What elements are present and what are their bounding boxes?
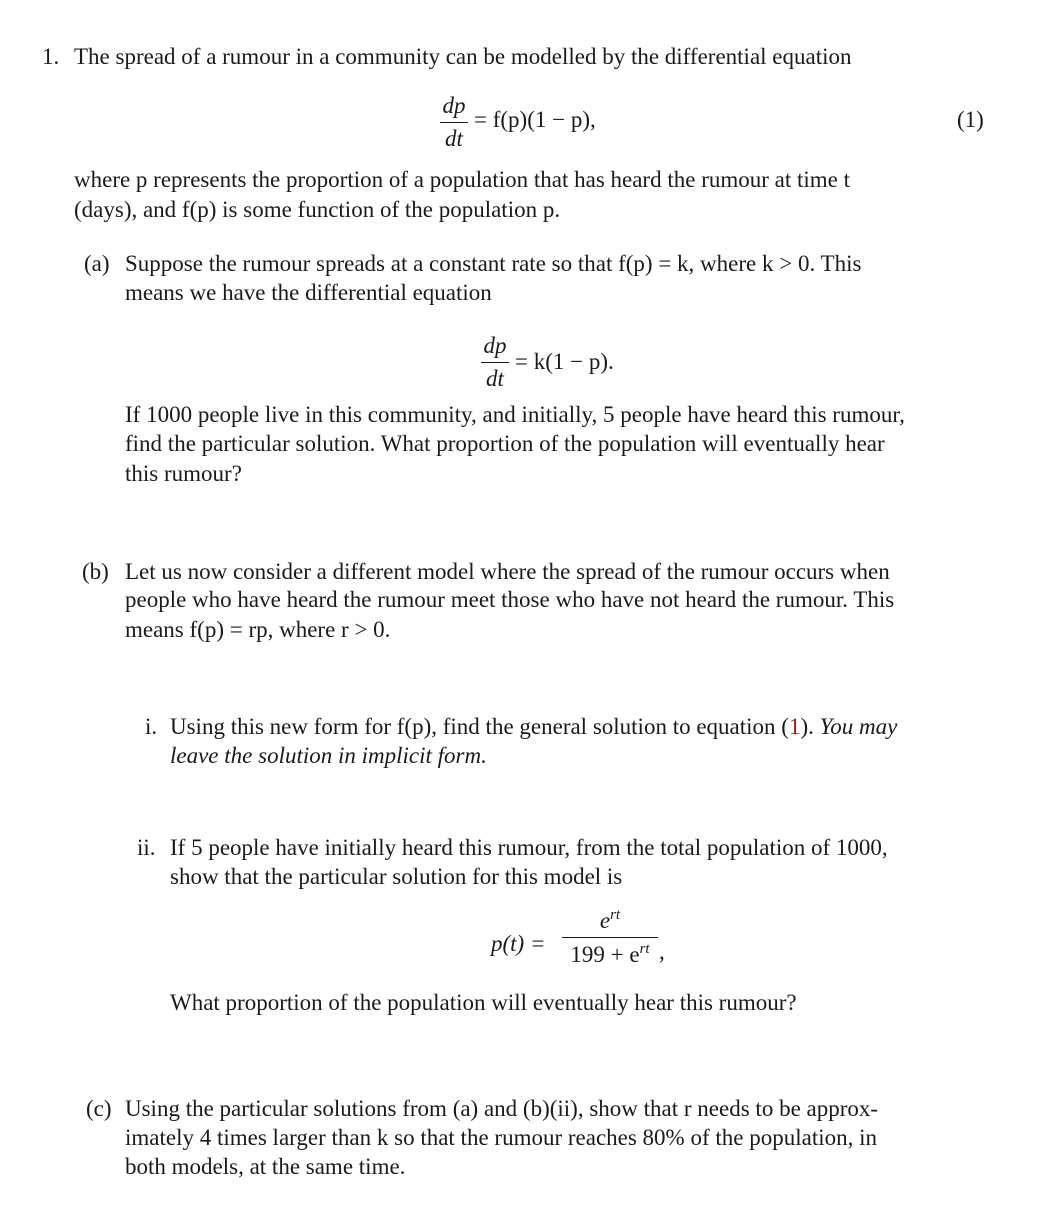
part-b-i-line-2: leave the solution in implicit form. — [170, 743, 487, 768]
part-b-i-label: i. — [145, 714, 158, 739]
part-c-line-1: Using the particular solutions from (a) and (b)(ii), show that r needs to be approx- — [125, 1096, 879, 1121]
equation-1-tag: (1) — [957, 107, 984, 132]
part-a-line-3: If 1000 people live in this community, and initially, 5 people have heard this rumour, — [125, 402, 905, 427]
part-b-ii-line-2: show that the particular solution for this model is — [170, 864, 623, 889]
part-b-line-3: means f(p) = rp, where r > 0. — [125, 617, 391, 642]
part-b-ii-equation-trail: , — [659, 939, 665, 964]
part-b-ii-label: ii. — [137, 835, 156, 860]
part-b-ii-equation-fraction — [562, 908, 658, 966]
equation-1-denominator: dt — [445, 126, 463, 152]
part-b-ii-numerator: $e^{rt}$ — [599, 907, 621, 933]
part-c-line-3: both models, at the same time. — [125, 1154, 406, 1179]
part-a-line-1: Suppose the rumour spreads at a constant rate so that f(p) = k, where k > 0. This — [125, 251, 862, 276]
part-a-label: (a) — [84, 251, 110, 276]
part-b-ii-denominator: $199 + e^{rt}$ — [570, 941, 650, 968]
p-of-t: p(t) = — [491, 931, 546, 956]
part-b-i-hint: You may — [819, 714, 898, 739]
part-b-i-line-1-text: Using this new form for f(p), find the general solution to equation ( — [170, 714, 789, 739]
equation-1-numerator: dp — [442, 93, 466, 118]
part-b-ii-equation-lhs — [491, 932, 545, 955]
part-b-line-1: Let us now consider a different model where the spread of the rumour occurs when — [125, 559, 890, 584]
part-a-equation-denominator: dt — [486, 366, 504, 392]
part-a-line-4: find the particular solution. What proportion of the population will eventually hear — [125, 431, 885, 456]
intro-definition-line-1: where p represents the proportion of a population that has heard the rumour at time t — [74, 167, 851, 192]
part-b-label: (b) — [82, 559, 109, 584]
part-a-equation-numerator: dp — [483, 333, 507, 358]
equation-1-rhs: = f(p)(1 − p), — [474, 107, 596, 132]
part-a-equation-rhs: = k(1 − p). — [515, 349, 614, 374]
part-a-line-5: this rumour? — [125, 461, 242, 486]
intro-definition-line-2: (days), and f(p) is some function of the population p. — [74, 197, 561, 222]
question-intro: The spread of a rumour in a community can be modelled by the differential equation — [74, 44, 852, 69]
part-c-line-2: imately 4 times larger than k so that the rumour reaches 80% of the population, in — [125, 1125, 877, 1150]
part-b-i-line-1-punct: ). — [800, 714, 820, 739]
fraction-bar — [562, 937, 658, 938]
part-a-line-2: means we have the differential equation — [125, 280, 492, 305]
part-b-line-2: people who have heard the rumour meet those who have not heard the rumour. This — [125, 587, 895, 612]
part-a-equation-fraction — [481, 334, 509, 390]
part-b-ii-line-1: If 5 people have initially heard this rumour, from the total population of 1000, — [170, 835, 888, 860]
equation-reference-link[interactable]: 1 — [788, 714, 801, 739]
part-b-ii-line-3: What proportion of the population will eventually hear this rumour? — [170, 990, 797, 1015]
equation-1-fraction — [440, 94, 468, 150]
fraction-bar — [440, 122, 468, 123]
question-number: 1. — [42, 44, 60, 69]
part-c-label: (c) — [86, 1096, 112, 1121]
part-b-i-line-1 — [170, 715, 897, 738]
fraction-bar — [481, 362, 509, 363]
